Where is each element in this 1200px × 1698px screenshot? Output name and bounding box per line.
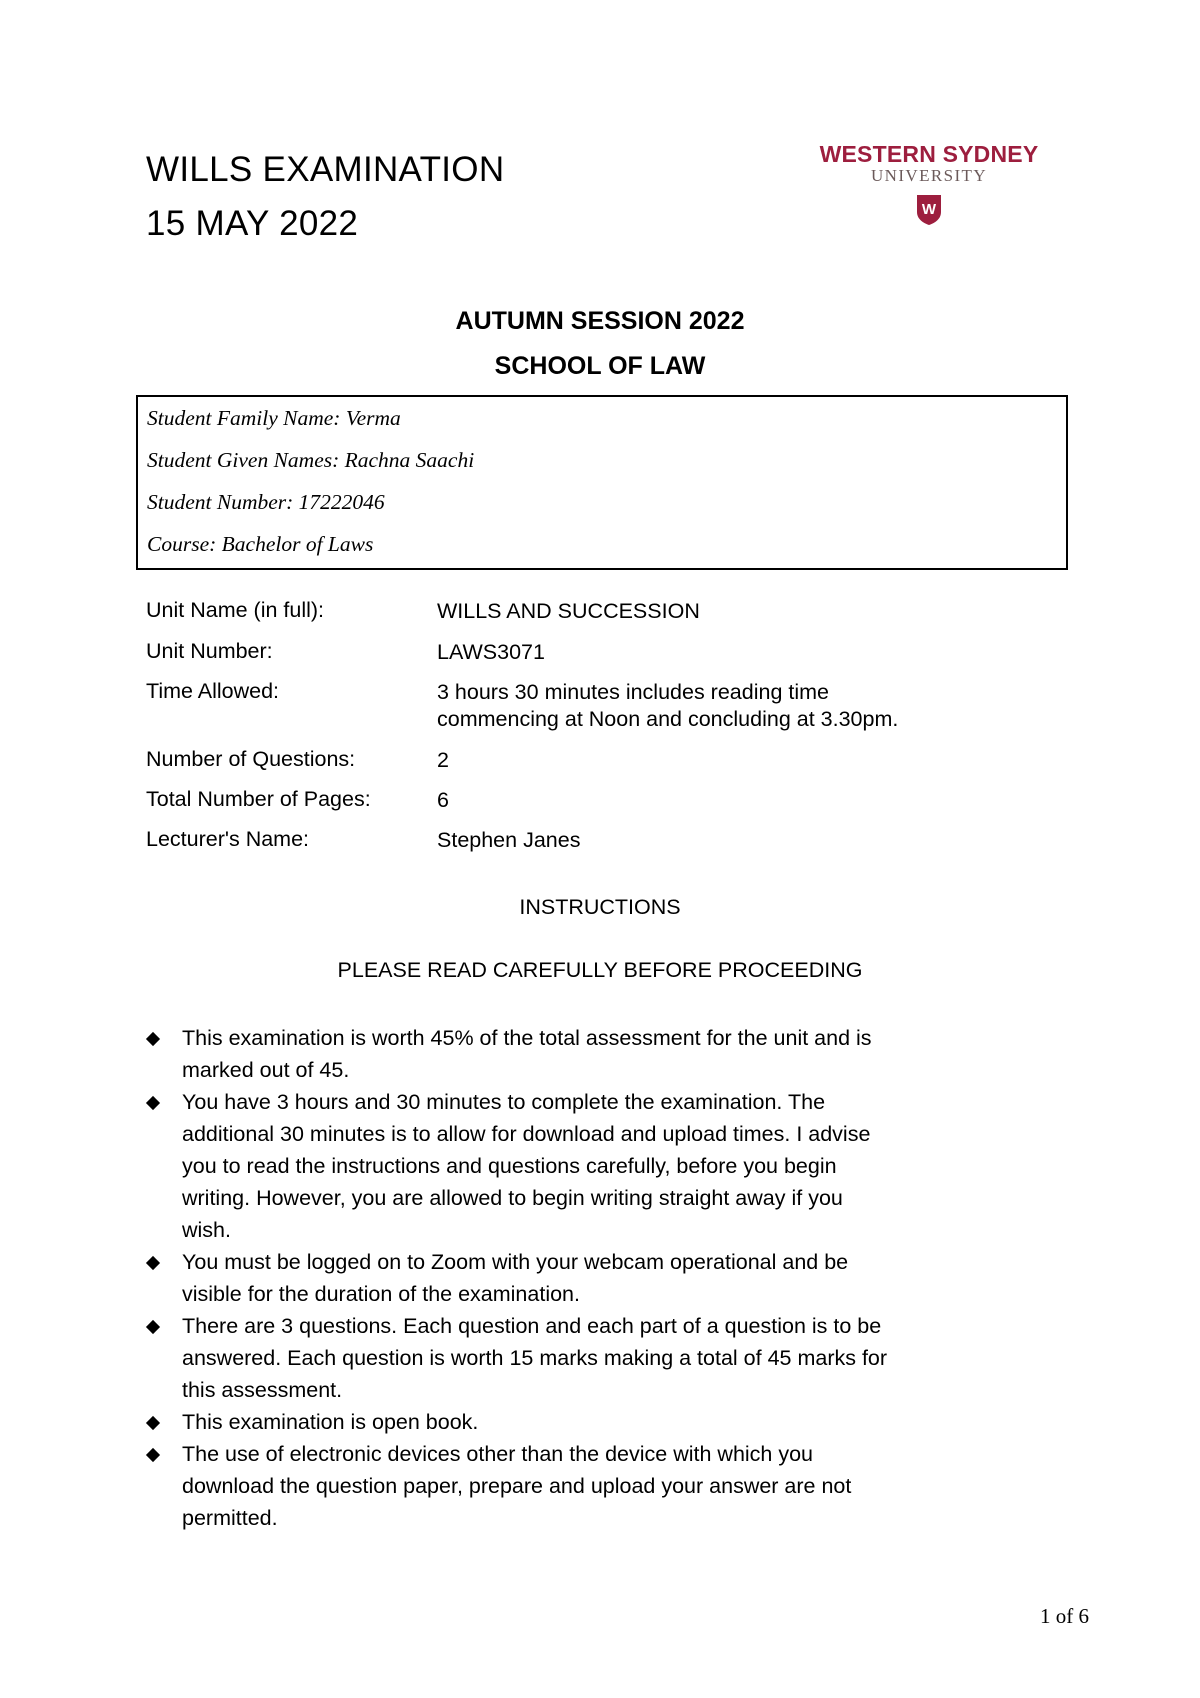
instruction-item <box>146 1246 1066 1310</box>
logo-sub-text: UNIVERSITY <box>871 166 987 185</box>
instruction-line: You must be logged on to Zoom with your webcam operational and be <box>182 1250 849 1274</box>
student-number: Student Number: 17222046 <box>147 490 385 514</box>
instruction-line: You have 3 hours and 30 minutes to complete the examination. The <box>182 1090 826 1114</box>
diamond-bullet-icon <box>146 1416 160 1430</box>
school-heading: SCHOOL OF LAW <box>494 352 706 380</box>
diamond-bullet-icon <box>146 1256 160 1270</box>
detail-label: Time Allowed: <box>146 679 280 703</box>
student-given-names: Student Given Names: Rachna Saachi <box>147 448 475 472</box>
detail-value-line: commencing at Noon and concluding at 3.30pm. <box>437 707 899 731</box>
instruction-line: download the question paper, prepare and upload your answer are not <box>182 1474 852 1498</box>
instruction-line: additional 30 minutes is to allow for download and upload times. I advise <box>182 1122 871 1146</box>
detail-value: 2 <box>437 748 449 772</box>
shield-letter: W <box>921 201 937 218</box>
exam-date: 15 MAY 2022 <box>146 204 359 243</box>
detail-label: Total Number of Pages: <box>146 787 371 811</box>
instruction-item <box>146 1022 1066 1086</box>
instruction-line: answered. Each question is worth 15 marks making a total of 45 marks for <box>182 1346 888 1370</box>
diamond-bullet-icon <box>146 1448 160 1462</box>
instruction-item <box>146 1406 1066 1438</box>
instruction-line: This examination is worth 45% of the total assessment for the unit and is <box>182 1026 872 1050</box>
instruction-line: The use of electronic devices other than the device with which you <box>182 1442 814 1466</box>
unit-details <box>146 598 1046 867</box>
session-heading: AUTUMN SESSION 2022 <box>455 307 745 335</box>
university-logo <box>818 142 1040 226</box>
student-details-box <box>136 395 1068 570</box>
page-number: 1 of 6 <box>1040 1604 1089 1628</box>
instruction-line: There are 3 questions. Each question and each part of a question is to be <box>182 1314 882 1338</box>
instruction-line: you to read the instructions and questions carefully, before you begin <box>182 1154 837 1178</box>
read-carefully-heading: PLEASE READ CAREFULLY BEFORE PROCEEDING <box>337 958 863 982</box>
instructions-heading: INSTRUCTIONS <box>519 895 681 919</box>
instruction-line: visible for the duration of the examination. <box>182 1282 580 1306</box>
detail-value: LAWS3071 <box>437 640 545 664</box>
detail-value <box>437 679 898 733</box>
instruction-item <box>146 1438 1066 1534</box>
diamond-bullet-icon <box>146 1032 160 1046</box>
instruction-line: this assessment. <box>182 1378 343 1402</box>
student-family-name: Student Family Name: Verma <box>147 406 401 430</box>
detail-label: Lecturer's Name: <box>146 827 310 851</box>
instruction-item <box>146 1310 1066 1406</box>
detail-label: Unit Name (in full): <box>146 598 325 622</box>
instruction-line: writing. However, you are allowed to begin writing straight away if you <box>182 1186 843 1210</box>
shield-icon <box>916 194 942 226</box>
detail-row-number-of-questions <box>146 747 1046 787</box>
instruction-line: wish. <box>182 1218 231 1242</box>
instruction-list <box>146 1022 1066 1534</box>
detail-value-line: 3 hours 30 minutes includes reading time <box>437 680 829 704</box>
instruction-line: marked out of 45. <box>182 1058 350 1082</box>
instruction-item <box>146 1086 1066 1246</box>
detail-value: WILLS AND SUCCESSION <box>437 599 700 623</box>
detail-label: Unit Number: <box>146 639 273 663</box>
instruction-line: This examination is open book. <box>182 1410 479 1434</box>
detail-row-unit-name <box>146 598 1046 639</box>
detail-row-lecturer-name <box>146 827 1046 867</box>
detail-label: Number of Questions: <box>146 747 356 771</box>
student-course: Course: Bachelor of Laws <box>147 532 374 556</box>
detail-value: Stephen Janes <box>437 828 581 852</box>
diamond-bullet-icon <box>146 1320 160 1334</box>
exam-title: WILLS EXAMINATION <box>146 150 505 189</box>
detail-value: 6 <box>437 788 449 812</box>
diamond-bullet-icon <box>146 1096 160 1110</box>
detail-row-total-pages <box>146 787 1046 827</box>
logo-main-text: WESTERN SYDNEY <box>819 141 1039 167</box>
detail-row-unit-number <box>146 639 1046 679</box>
detail-row-time-allowed <box>146 679 1046 747</box>
instruction-line: permitted. <box>182 1506 278 1530</box>
